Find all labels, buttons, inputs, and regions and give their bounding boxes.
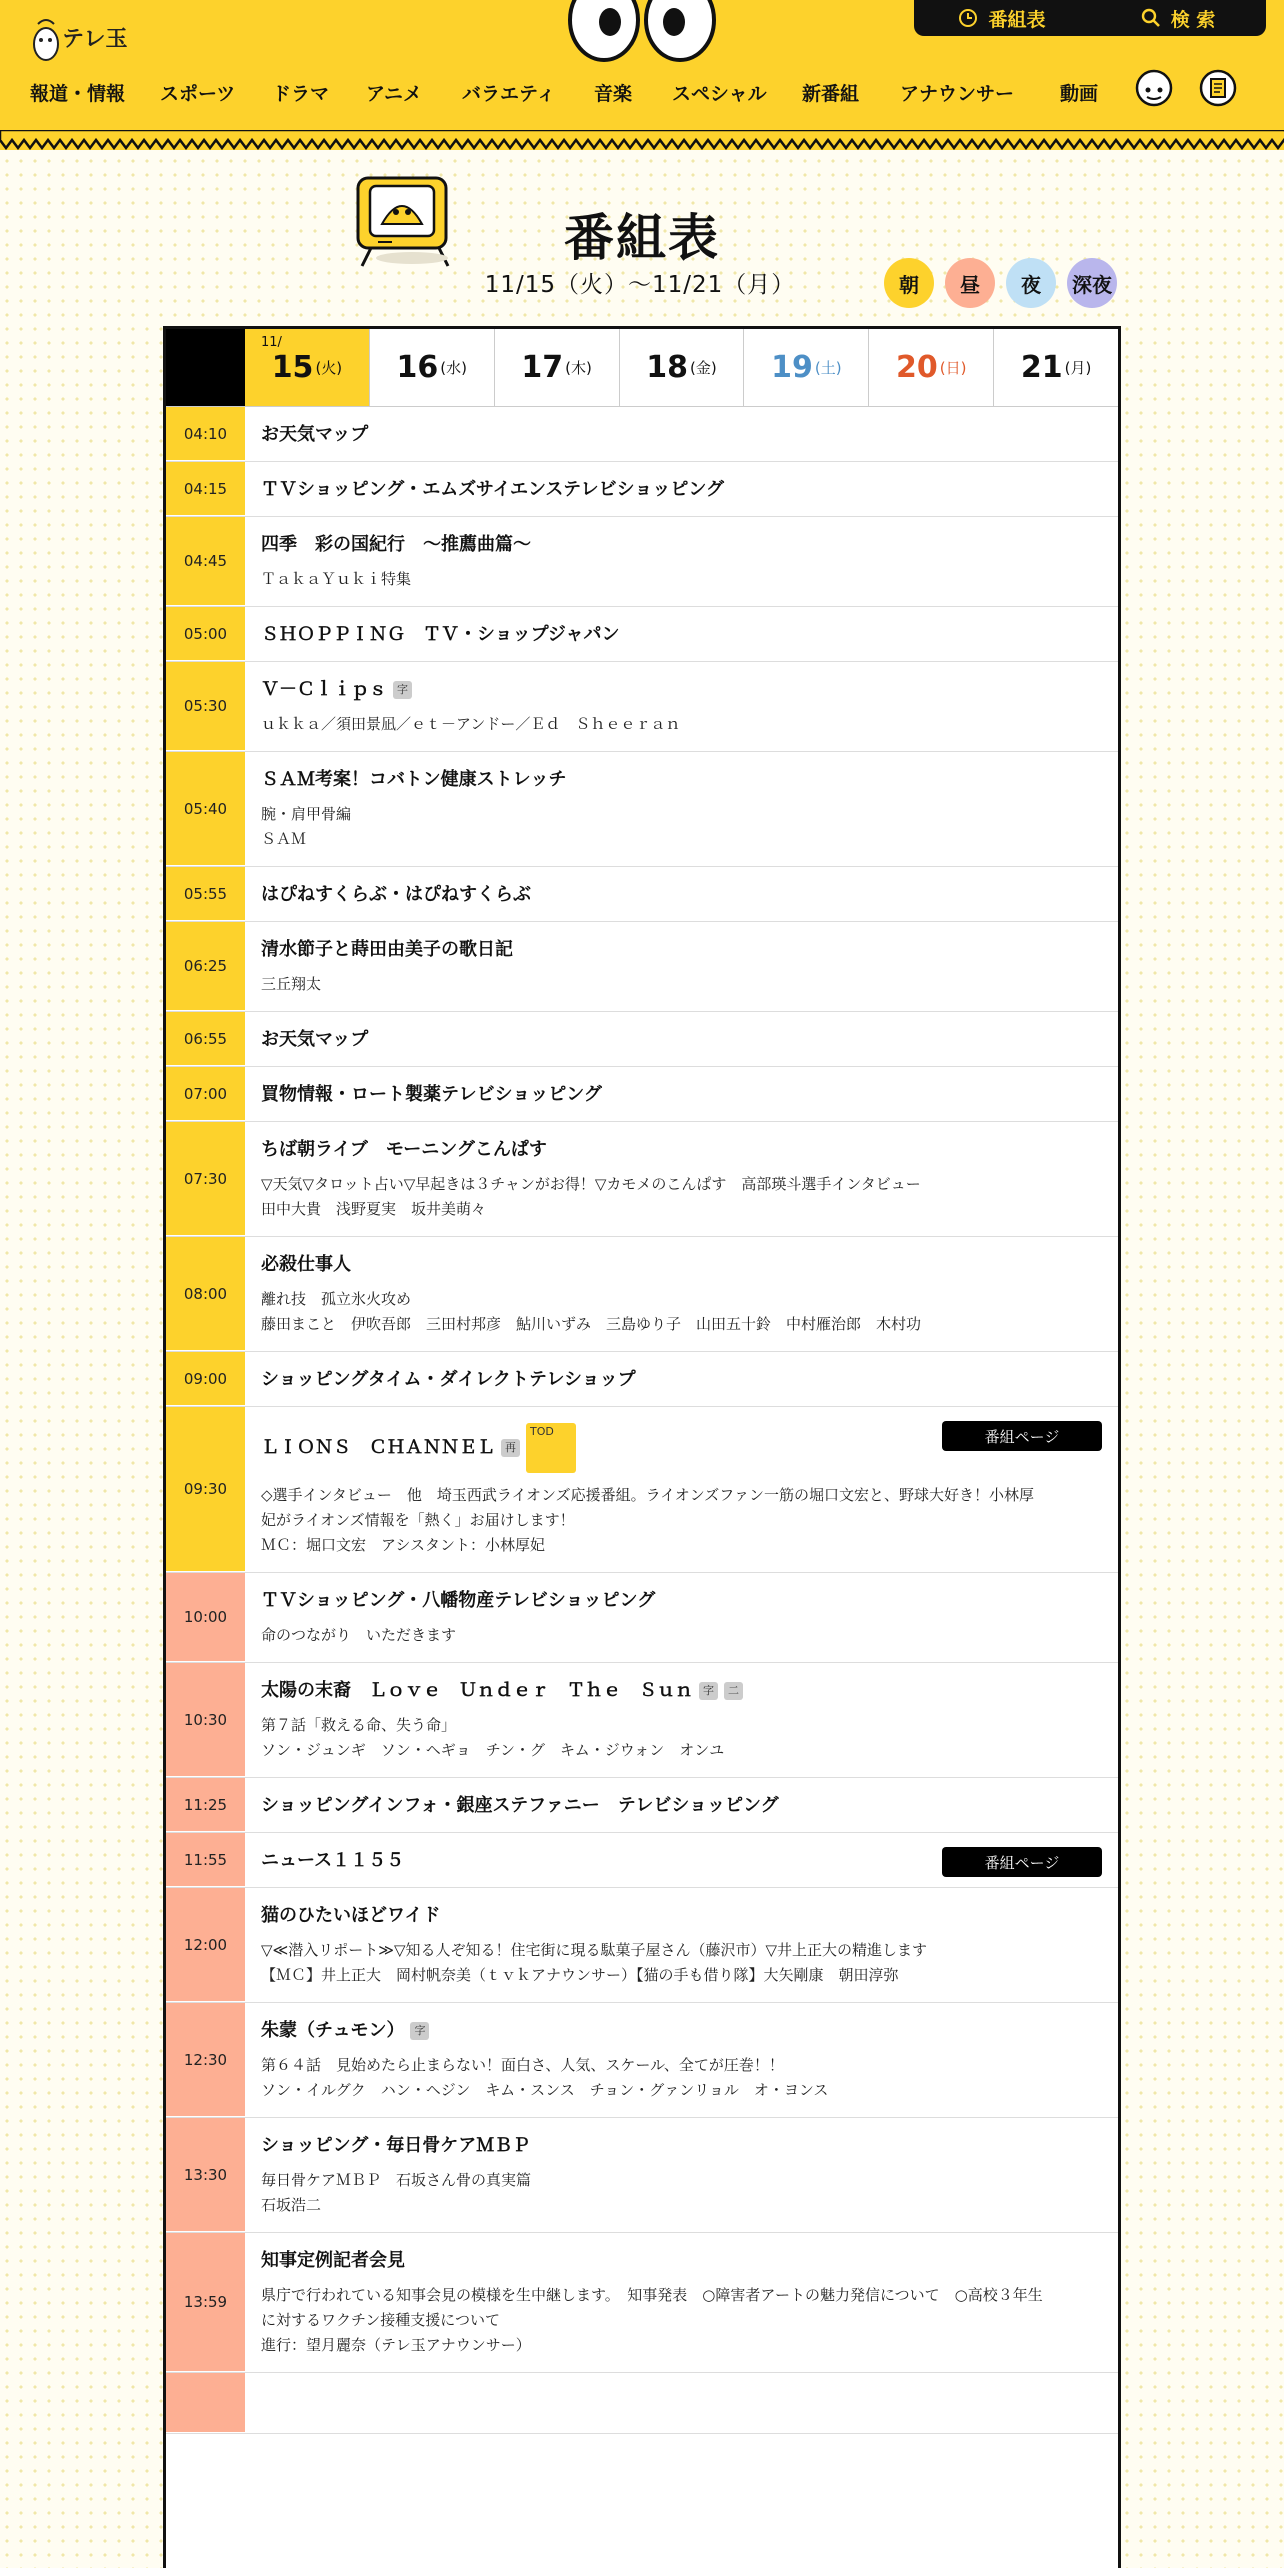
program-time: 10:00 [166, 1573, 245, 1662]
date-range: 11/15（火）〜11/21（月） [484, 272, 796, 298]
tv-mascot-icon [352, 168, 462, 268]
program-description [261, 1713, 1102, 1763]
program-time: 05:55 [166, 867, 245, 921]
program-title[interactable] [261, 1253, 1102, 1277]
tod-noon-button[interactable]: 昼 [945, 258, 995, 308]
search-button[interactable] [1090, 0, 1266, 36]
day-tab-weekday: (土) [814, 359, 842, 377]
program-title[interactable] [261, 1138, 1102, 1162]
clock-icon [958, 8, 978, 28]
program-cell [245, 1888, 1118, 2002]
program-description-line: ソン・イルグク ハン・ヘジン キム・スンス チョン・グァンリョル オ・ヨンス [261, 2081, 829, 2099]
program-description-line: ソン・ジュンギ ソン・ヘギョ チン・グ キム・ジウォン オンユ [261, 1741, 725, 1759]
program-title-text: 買物情報・ロート製薬テレビショッピング [261, 1084, 602, 1105]
program-title-text: Ｖ－Ｃｌｉｐｓ [261, 679, 387, 700]
program-description [261, 567, 1102, 592]
program-time: 05:00 [166, 607, 245, 661]
program-description-line: 【ＭＣ】井上正大 岡村帆奈美（ｔｖｋアナウンサー）【猫の手も借り隊】大矢剛康 朝田淳弥 [261, 1966, 899, 1984]
program-description-line: に対するワクチン接種支援について [261, 2311, 500, 2329]
program-title-text: ＬＩＯＮＳ ＣＨＡＮＮＥＬ [261, 1437, 495, 1458]
program-cell [245, 1122, 1118, 1236]
program-description-line: 命のつながり いただきます [261, 1626, 457, 1644]
program-cell [245, 1237, 1118, 1351]
tod-late-night-button[interactable]: 深夜 [1067, 258, 1117, 308]
program-title-text: 朱蒙（チュモン） [261, 2020, 405, 2041]
program-cell [245, 867, 1118, 921]
program-time: 12:00 [166, 1888, 245, 2002]
nav-item-announcer[interactable]: アナウンサー [900, 82, 1015, 105]
program-title[interactable] [261, 2134, 1102, 2158]
day-tab-18[interactable] [619, 329, 744, 406]
program-description-line: 妃がライオンズ情報を「熱く」お届けします！ [261, 1511, 575, 1529]
program-row[interactable] [166, 1888, 1118, 2003]
program-row[interactable] [166, 407, 1118, 462]
program-time: 08:00 [166, 1237, 245, 1351]
program-title[interactable] [261, 768, 1102, 792]
program-time: 13:30 [166, 2118, 245, 2232]
search-icon [1141, 8, 1161, 28]
day-tab-weekday: (月) [1064, 359, 1092, 377]
program-time: 04:15 [166, 462, 245, 516]
program-row[interactable] [166, 1012, 1118, 1067]
program-row[interactable] [166, 517, 1118, 607]
day-tab-weekday: (木) [565, 359, 592, 377]
program-description-line: ＭＣ：堀口文宏 アシスタント：小林厚妃 [261, 1536, 545, 1554]
program-time: 07:00 [166, 1067, 245, 1121]
day-tab-number: 18 [646, 350, 689, 385]
program-tag-badge: 字 [699, 1682, 718, 1700]
logo-text: テレ玉 [62, 27, 128, 52]
day-tab-weekday: (火) [315, 359, 343, 377]
program-title-text: 太陽の末裔 Ｌｏｖｅ Ｕｎｄｅｒ Ｔｈｅ Ｓｕｎ [261, 1680, 693, 1701]
program-row[interactable] [166, 607, 1118, 662]
program-description-line: 第６４話 見始めたら止まらない！面白さ、人気、スケール、全てが圧巻！！ [261, 2056, 784, 2074]
program-row[interactable] [166, 752, 1118, 867]
program-cell [245, 462, 1118, 516]
program-row[interactable] [166, 1122, 1118, 1237]
nav-item-drama[interactable]: ドラマ [272, 82, 330, 105]
program-title-text: はぴねすくらぶ・はぴねすくらぶ [261, 884, 531, 905]
day-tab-weekday: (水) [440, 359, 468, 377]
mascot-eyes-icon [566, 0, 718, 62]
day-tabs-corner [166, 329, 245, 406]
program-title[interactable] [261, 1589, 1102, 1613]
day-tab-number: 20 [895, 350, 938, 385]
program-row[interactable] [166, 922, 1118, 1012]
program-cell [245, 922, 1118, 1011]
program-description-line: 県庁で行われている知事会見の模様を生中継します。 知事発表 ○障害者アートの魅力発信について ○高校３年生 [261, 2286, 1043, 2304]
program-title[interactable] [261, 678, 1102, 702]
day-tab-number: 19 [771, 350, 813, 385]
program-title-text: 知事定例記者会見 [261, 2250, 405, 2271]
program-time: 13:59 [166, 2233, 245, 2372]
nav-item-news[interactable]: 報道・情報 [30, 82, 126, 105]
search-button-label: 検 索 [1170, 8, 1216, 31]
day-tab-15[interactable] [245, 329, 369, 406]
program-description-line: 石坂浩二 [261, 2196, 322, 2214]
program-cell [245, 752, 1118, 866]
program-title-text: 四季 彩の国紀行 ～推薦曲篇～ [261, 534, 531, 555]
program-description-line: 毎日骨ケアＭＢＰ 石坂さん骨の真実篇 [261, 2171, 532, 2189]
program-time: 06:55 [166, 1012, 245, 1066]
program-cell [245, 1012, 1118, 1066]
nav-item-variety[interactable]: バラエティ [462, 82, 556, 105]
program-title-text: ＴＶショッピング・エムズサイエンステレビショッピング [261, 479, 724, 500]
program-row[interactable] [166, 1237, 1118, 1352]
program-time [166, 2373, 245, 2433]
program-description [261, 1938, 1102, 1988]
program-row[interactable] [166, 1778, 1118, 1833]
header-zigzag-edge [0, 130, 1284, 150]
program-row[interactable] [166, 2118, 1118, 2233]
program-description [261, 712, 1102, 737]
program-time: 09:00 [166, 1352, 245, 1406]
program-description [261, 1172, 1102, 1222]
program-cell [245, 607, 1118, 661]
program-time: 11:25 [166, 1778, 245, 1832]
program-cell [245, 407, 1118, 461]
top-buttons [914, 0, 1266, 36]
program-description [261, 972, 1102, 997]
program-tag-badge: 字 [410, 2022, 429, 2040]
program-cell [245, 1067, 1118, 1121]
program-row[interactable] [166, 2003, 1118, 2118]
program-time: 04:10 [166, 407, 245, 461]
program-row[interactable] [166, 2373, 1118, 2434]
program-title-text: ショッピングインフォ・銀座ステファニー テレビショッピング [261, 1795, 779, 1816]
program-description [261, 1483, 1102, 1558]
program-cell [245, 1407, 1118, 1572]
nav-item-new-programs[interactable]: 新番組 [802, 82, 860, 105]
day-tab-number: 15 [271, 350, 314, 385]
program-title[interactable] [261, 533, 1102, 557]
program-description [261, 1623, 1102, 1648]
day-tab-20[interactable] [868, 329, 993, 406]
program-title-text: お天気マップ [261, 1029, 369, 1050]
program-time: 12:30 [166, 2003, 245, 2117]
nav-item-special[interactable]: スペシャル [672, 82, 767, 105]
schedule-button-label: 番組表 [988, 8, 1046, 31]
program-cell [245, 2233, 1118, 2372]
program-title-text: お天気マップ [261, 424, 369, 445]
program-time: 06:25 [166, 922, 245, 1011]
program-title-text: ショッピング・毎日骨ケアＭＢＰ [261, 2135, 531, 2156]
program-page-button[interactable]: 番組ページ [942, 1847, 1102, 1877]
program-cell [245, 662, 1118, 751]
program-time: 10:30 [166, 1663, 245, 1777]
tod-night-button[interactable]: 夜 [1006, 258, 1056, 308]
program-title[interactable] [261, 423, 1102, 447]
program-time: 05:30 [166, 662, 245, 751]
program-row[interactable] [166, 662, 1118, 752]
program-title-text: ちば朝ライブ モーニングこんぱす [261, 1139, 547, 1160]
program-cell [245, 2003, 1118, 2117]
program-title[interactable] [261, 938, 1102, 962]
program-description-line: ｕｋｋａ／須田景凪／ｅｔ－アンドー／Ｅｄ Ｓｈｅｅｒａｎ [261, 715, 681, 733]
program-title[interactable] [261, 2249, 1102, 2273]
program-description-line: 離れ技 孤立氷火攻め [261, 1290, 412, 1308]
program-title-text: 清水節子と蒔田由美子の歌日記 [261, 939, 513, 960]
program-title-text: 必殺仕事人 [261, 1254, 351, 1275]
day-tab-number: 17 [521, 350, 564, 385]
nav-item-video[interactable]: 動画 [1060, 82, 1099, 105]
program-row[interactable] [166, 1407, 1118, 1573]
schedule-button[interactable] [914, 0, 1090, 36]
program-description-line: ▽天気▽タロット占い▽早起きは３チャンがお得！▽カモメのこんぱす 高部瑛斗選手インタビュー [261, 1175, 921, 1193]
program-title[interactable] [261, 1904, 1102, 1928]
program-title[interactable] [261, 1368, 1102, 1392]
program-time: 05:40 [166, 752, 245, 866]
program-title-text: ニュース１１５５ [261, 1850, 405, 1871]
program-list [166, 407, 1118, 2434]
day-tab-21[interactable] [993, 329, 1118, 406]
program-tag-badge: TOD [526, 1423, 576, 1473]
tod-morning-button[interactable]: 朝 [884, 258, 934, 308]
day-tab-16[interactable] [369, 329, 494, 406]
program-title-text: ＴＶショッピング・八幡物産テレビショッピング [261, 1590, 656, 1611]
program-row[interactable] [166, 1663, 1118, 1778]
teletama-kun-icon[interactable] [1134, 64, 1174, 112]
main-nav [0, 70, 1140, 114]
program-description [261, 802, 1102, 852]
program-cell [245, 2373, 1118, 2433]
program-time: 04:45 [166, 517, 245, 606]
program-description-line: 藤田まこと 伊吹吾郎 三田村邦彦 鮎川いずみ 三島ゆり子 山田五十鈴 中村雁治郎 木村功 [261, 1315, 922, 1333]
program-row[interactable] [166, 1573, 1118, 1663]
program-row[interactable] [166, 1352, 1118, 1407]
program-row[interactable] [166, 1833, 1118, 1888]
program-description-line: 腕・肩甲骨編 [261, 805, 352, 823]
nav-item-sports[interactable]: スポーツ [160, 82, 236, 105]
program-cell [245, 1663, 1118, 1777]
program-title[interactable] [261, 623, 1102, 647]
program-title[interactable] [261, 883, 1102, 907]
program-title[interactable] [261, 1028, 1102, 1052]
program-page-button[interactable]: 番組ページ [942, 1421, 1102, 1451]
schedule-table [163, 326, 1121, 2568]
program-time: 11:55 [166, 1833, 245, 1887]
nav-item-music[interactable]: 音楽 [594, 82, 633, 105]
program-description-line: ＳＡＭ [261, 830, 307, 848]
time-of-day-filter [884, 258, 1117, 308]
day-tab-17[interactable] [494, 329, 619, 406]
program-title-text: ＳＡＭ考案！コバトン健康ストレッチ [261, 769, 567, 790]
program-description [261, 2168, 1102, 2218]
program-tag-badge: 二 [724, 1682, 743, 1700]
program-cell [245, 1352, 1118, 1406]
program-description-line: 田中大貴 浅野夏実 坂井美萌々 [261, 1200, 487, 1218]
program-description-line: 進行：望月麗奈（テレ玉アナウンサー） [261, 2336, 531, 2354]
program-description-line: 三丘翔太 [261, 975, 322, 993]
program-title[interactable] [261, 2019, 1102, 2043]
nav-badges [1134, 64, 1264, 118]
program-time: 07:30 [166, 1122, 245, 1236]
program-row[interactable] [166, 462, 1118, 517]
program-title[interactable] [261, 1083, 1102, 1107]
program-cell [245, 1573, 1118, 1662]
program-title[interactable] [261, 1794, 1102, 1818]
program-tag-badge: 字 [393, 681, 412, 699]
program-cell [245, 1778, 1118, 1832]
program-cell [245, 1833, 1118, 1887]
nav-item-anime[interactable]: アニメ [366, 82, 423, 105]
program-description-line: ▽≪潜入リポート≫▽知る人ぞ知る！住宅街に現る駄菓子屋さん（藤沢市）▽井上正大の精進します [261, 1941, 928, 1959]
program-title-text: ショッピングタイム・ダイレクトテレショップ [261, 1369, 636, 1390]
program-tag-badge: 再 [501, 1439, 520, 1457]
program-description [261, 2053, 1102, 2103]
day-tab-weekday: (金) [690, 359, 717, 377]
program-time: 09:30 [166, 1407, 245, 1572]
day-tab-19[interactable] [743, 329, 868, 406]
program-title[interactable] [261, 1679, 1102, 1703]
teletama-guide-icon[interactable] [1198, 64, 1238, 112]
program-title[interactable] [261, 478, 1102, 502]
program-description-line: ＴａｋａＹｕｋｉ特集 [261, 570, 412, 588]
day-tab-number: 16 [396, 350, 439, 385]
day-tabs [166, 329, 1118, 407]
program-title-text: 猫のひたいほどワイド [261, 1905, 441, 1926]
program-description [261, 2283, 1102, 2358]
day-tab-month: 11/ [261, 335, 282, 350]
program-row[interactable] [166, 2233, 1118, 2373]
program-description-line: ◇選手インタビュー 他 埼玉西武ライオンズ応援番組。ライオンズファン一筋の堀口文宏と、野球大好き！小林厚 [261, 1486, 1034, 1504]
program-description [261, 1287, 1102, 1337]
program-cell [245, 517, 1118, 606]
program-cell [245, 2118, 1118, 2232]
program-row[interactable] [166, 1067, 1118, 1122]
site-header [0, 0, 1284, 150]
day-tab-number: 21 [1020, 350, 1063, 385]
page-title: 番組表 [564, 209, 720, 267]
program-title-text: ＳＨＯＰＰＩＮＧ ＴＶ・ショップジャパン [261, 624, 620, 645]
program-row[interactable] [166, 867, 1118, 922]
day-tab-weekday: (日) [939, 359, 967, 377]
program-description-line: 第７話「救える命、失う命」 [261, 1716, 457, 1734]
